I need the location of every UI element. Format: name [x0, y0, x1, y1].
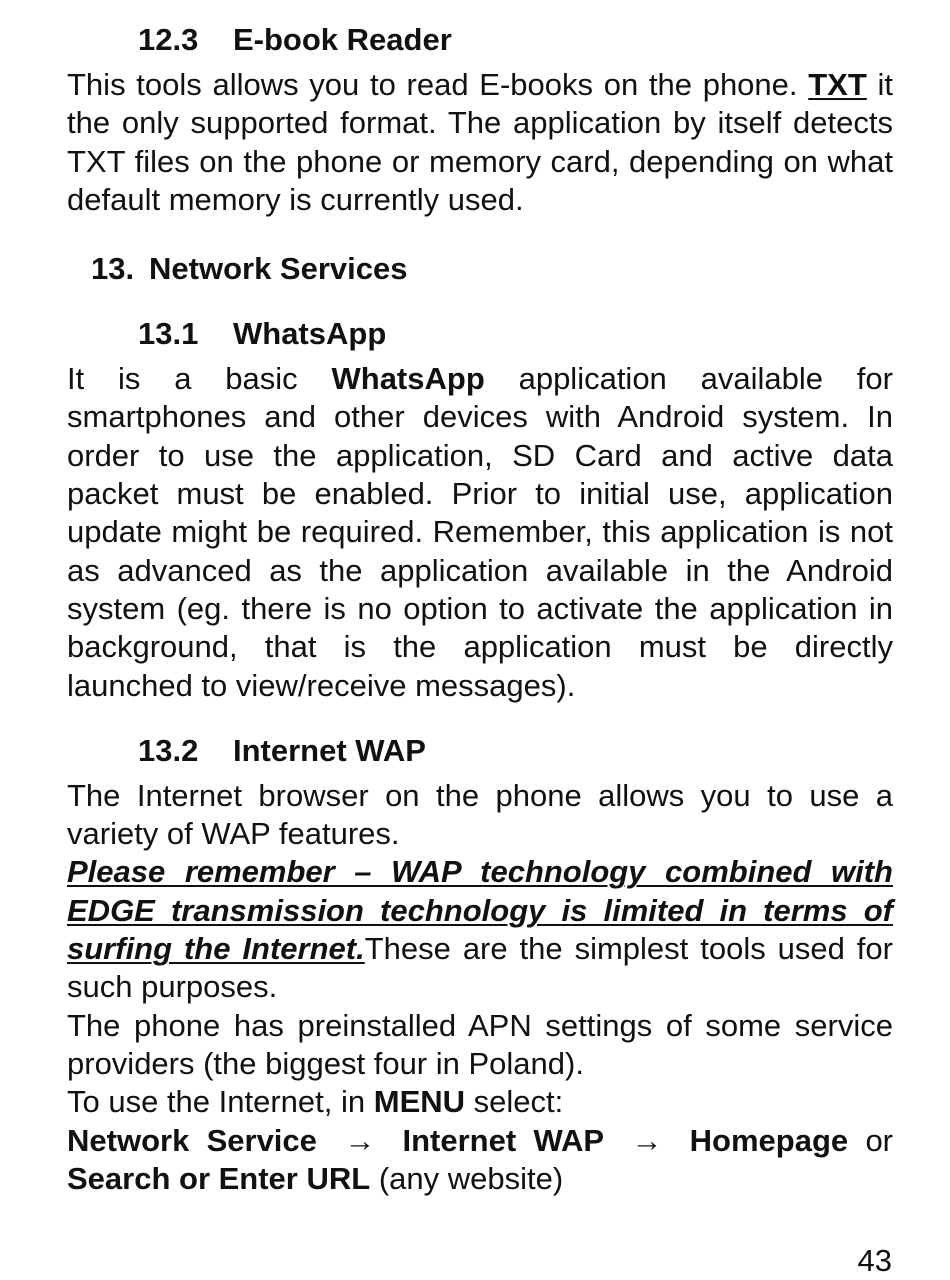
section-heading-13-2: [67, 731, 893, 771]
section-number: 12.3: [138, 22, 199, 57]
section-title: E-book Reader: [233, 22, 452, 57]
path-network-service: Network Service: [67, 1122, 317, 1158]
text-run: (any website): [370, 1160, 564, 1196]
whatsapp-bold: WhatsApp: [331, 361, 485, 397]
text-run: This tools allows you to read E-books on the phone.: [67, 67, 809, 102]
document-page: [67, 20, 893, 1198]
section-number: 13.1: [138, 316, 199, 352]
apn-paragraph: The phone has preinstalled APN settings of some service providers (the biggest four in Poland).: [67, 1007, 893, 1081]
section-number: 13.2: [138, 732, 199, 768]
txt-format-label: TXT: [808, 67, 867, 102]
wap-intro-paragraph: The Internet browser on the phone allows you to use a variety of WAP features.: [67, 777, 893, 852]
text-run: To use the Internet, in: [67, 1084, 374, 1120]
ebook-paragraph: [67, 66, 893, 219]
path-search-url: Search or Enter URL: [67, 1160, 371, 1196]
chapter-title: Network Services: [149, 251, 408, 287]
text-run: it the only supported format. The application by itself detects TXT files on the phone or memory card, depending on what default memory is currently used.: [67, 67, 894, 217]
section-title: WhatsApp: [233, 316, 387, 352]
section-title: Internet WAP: [233, 732, 426, 768]
menu-label: MENU: [373, 1084, 466, 1120]
chapter-heading-13: [67, 249, 893, 289]
page-number: 43: [857, 1243, 892, 1278]
text-run: application available for smartphones and other devices with Android system. In order to use the application, SD Card and active data packet must be enabled. Prior to initial use, application update might be required. Remember, this application is not as advanced as the application available in the Android system (eg. there is no option to activate the application in background, that is the application must be directly launched to view/receive messages).: [67, 361, 893, 703]
whatsapp-paragraph: [67, 360, 893, 705]
text-run: or: [848, 1122, 894, 1158]
section-heading-12-3: [67, 20, 893, 60]
text-run: It is a basic: [67, 361, 332, 397]
warning-text: Please remember – WAP technology combined with EDGE transmission technology is limited in terms of surfing the Internet.: [67, 854, 893, 967]
path-homepage: Homepage: [689, 1122, 849, 1158]
section-heading-13-1: [67, 314, 893, 354]
path-internet-wap: Internet WAP: [402, 1122, 605, 1158]
chapter-number: 13.: [91, 251, 135, 287]
menu-instruction: [67, 1083, 893, 1121]
wap-warning-paragraph: [67, 853, 893, 1006]
text-run: select:: [465, 1084, 564, 1120]
text-run: These are the simplest tools used for such purposes.: [67, 931, 893, 1005]
arrow-right-icon: →: [344, 1122, 376, 1158]
menu-path: [67, 1122, 893, 1199]
arrow-right-icon: →: [631, 1122, 663, 1158]
